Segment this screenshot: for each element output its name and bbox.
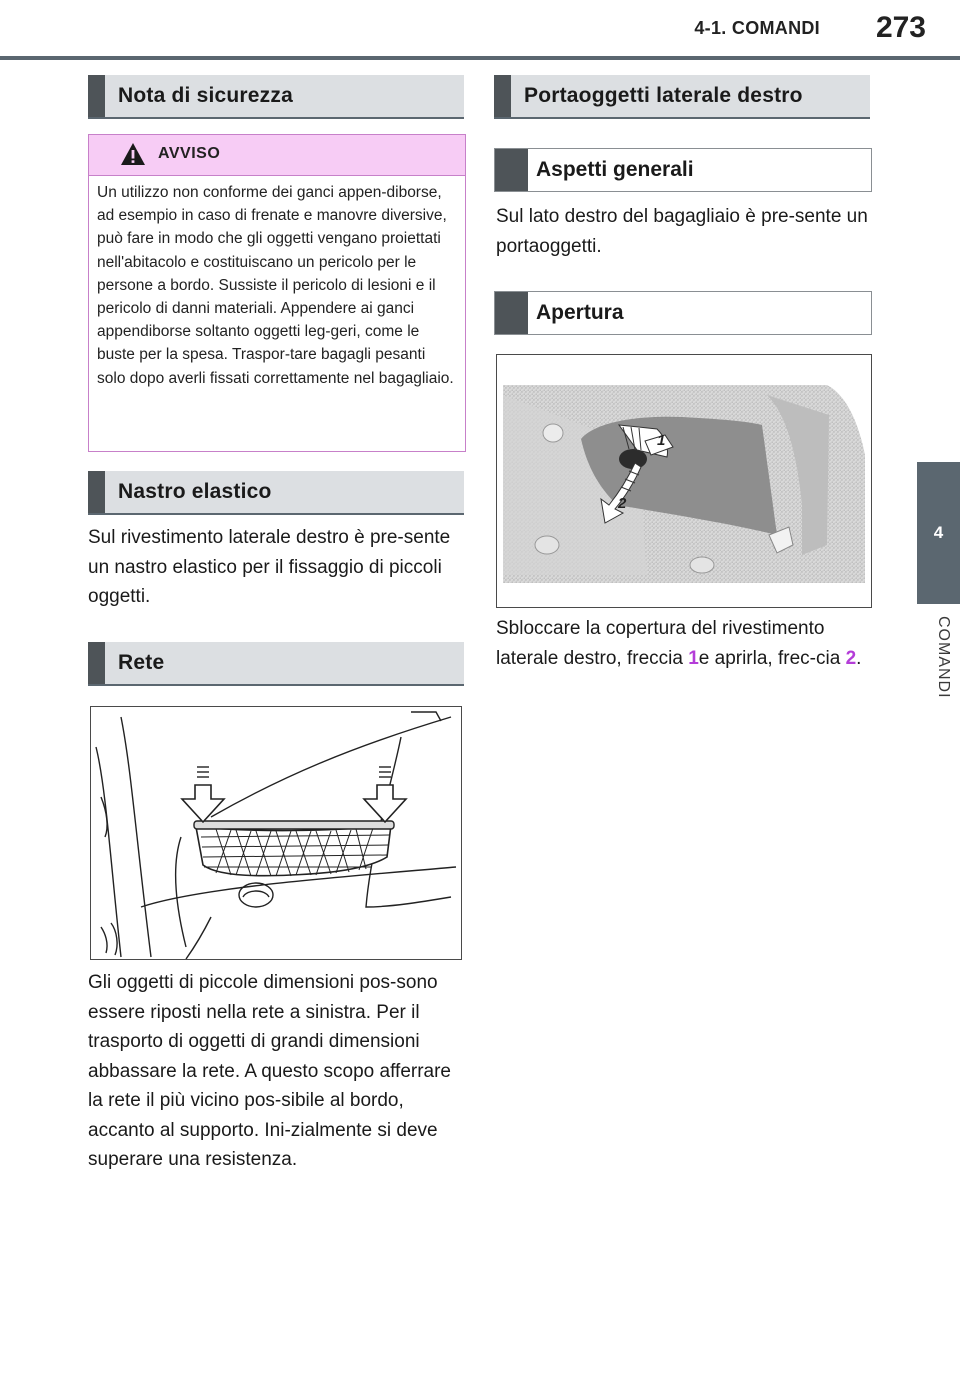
- header-rule: [0, 56, 960, 60]
- opening-text-part1: Sbloccare la copertura del rivestimento laterale destro, freccia: [496, 618, 825, 669]
- callout-number-2: 2: [845, 647, 857, 669]
- net-text: Gli oggetti di piccole dimensioni pos-sono essere riposti nella rete a sinistra. Per il trasporto di oggetti di grandi dimensioni abbassare la rete. A questo scopo afferrare la rete il più vicino pos-sibile al bordo, accanto al supporto. Ini-zialmente si deve superare una resistenza.: [88, 972, 451, 1170]
- warning-title: AVVISO: [158, 145, 221, 162]
- figure-label-2: 2: [618, 495, 627, 512]
- heading-bar: [495, 149, 528, 191]
- heading-text: Portaoggetti laterale destro: [524, 84, 803, 107]
- elastic-band-text: Sul rivestimento laterale destro è pre-sente un nastro elastico per il fissaggio di piccoli oggetti.: [88, 527, 451, 607]
- heading-right-compartment: [494, 75, 870, 119]
- heading-text: Rete: [118, 651, 165, 674]
- heading-text: Aspetti generali: [536, 158, 694, 181]
- figure-label-1: 1: [657, 432, 666, 449]
- section-title: 4-1. COMANDI: [694, 18, 820, 38]
- warning-header: [89, 135, 465, 176]
- heading-bar: [88, 642, 105, 684]
- opening-text-part2: e aprirla, frec-cia: [698, 647, 846, 669]
- opening-instructions: [496, 614, 870, 673]
- heading-net: [88, 642, 464, 686]
- heading-text: Nota di sicurezza: [118, 84, 293, 107]
- heading-bar: [88, 75, 105, 117]
- chapter-tab[interactable]: 4: [917, 462, 960, 604]
- page-number: 273: [875, 11, 926, 44]
- trunk-compartment-drawing: [497, 355, 871, 607]
- heading-opening: [494, 291, 872, 335]
- heading-bar: [494, 75, 511, 117]
- warning-triangle-icon: [120, 142, 146, 166]
- heading-elastic-band: [88, 471, 464, 515]
- warning-text: Un utilizzo non conforme dei ganci appen-diborse, ad esempio in caso di frenate e manovre diversive, può fare in modo che gli oggetti vengano proiettati nell'abitacolo e costituiscano un pericolo per le persone a bordo. Sussiste il pericolo di lesioni e il pericolo di danni materiali. Appendere ai ganci appendiborse soltanto oggetti leg-geri, come le buste per la spesa. Traspor-tare bagagli pesanti solo dopo averli fissati correttamente nel bagagliaio.: [97, 184, 454, 387]
- cargo-net-drawing: [91, 707, 461, 959]
- net-illustration: [90, 706, 462, 960]
- heading-bar: [495, 292, 528, 334]
- compartment-photo: [496, 354, 872, 608]
- heading-text: Nastro elastico: [118, 480, 272, 503]
- heading-general-aspects: [494, 148, 872, 192]
- chapter-label: COMANDI: [935, 616, 952, 699]
- warning-box: [88, 134, 466, 452]
- opening-text-part3: .: [856, 647, 862, 669]
- heading-safety-note: [88, 75, 464, 119]
- heading-text: Apertura: [536, 301, 624, 324]
- general-text: Sul lato destro del bagagliaio è pre-sente un portaoggetti.: [496, 206, 868, 257]
- heading-bar: [88, 471, 105, 513]
- callout-number-1: 1: [688, 647, 699, 669]
